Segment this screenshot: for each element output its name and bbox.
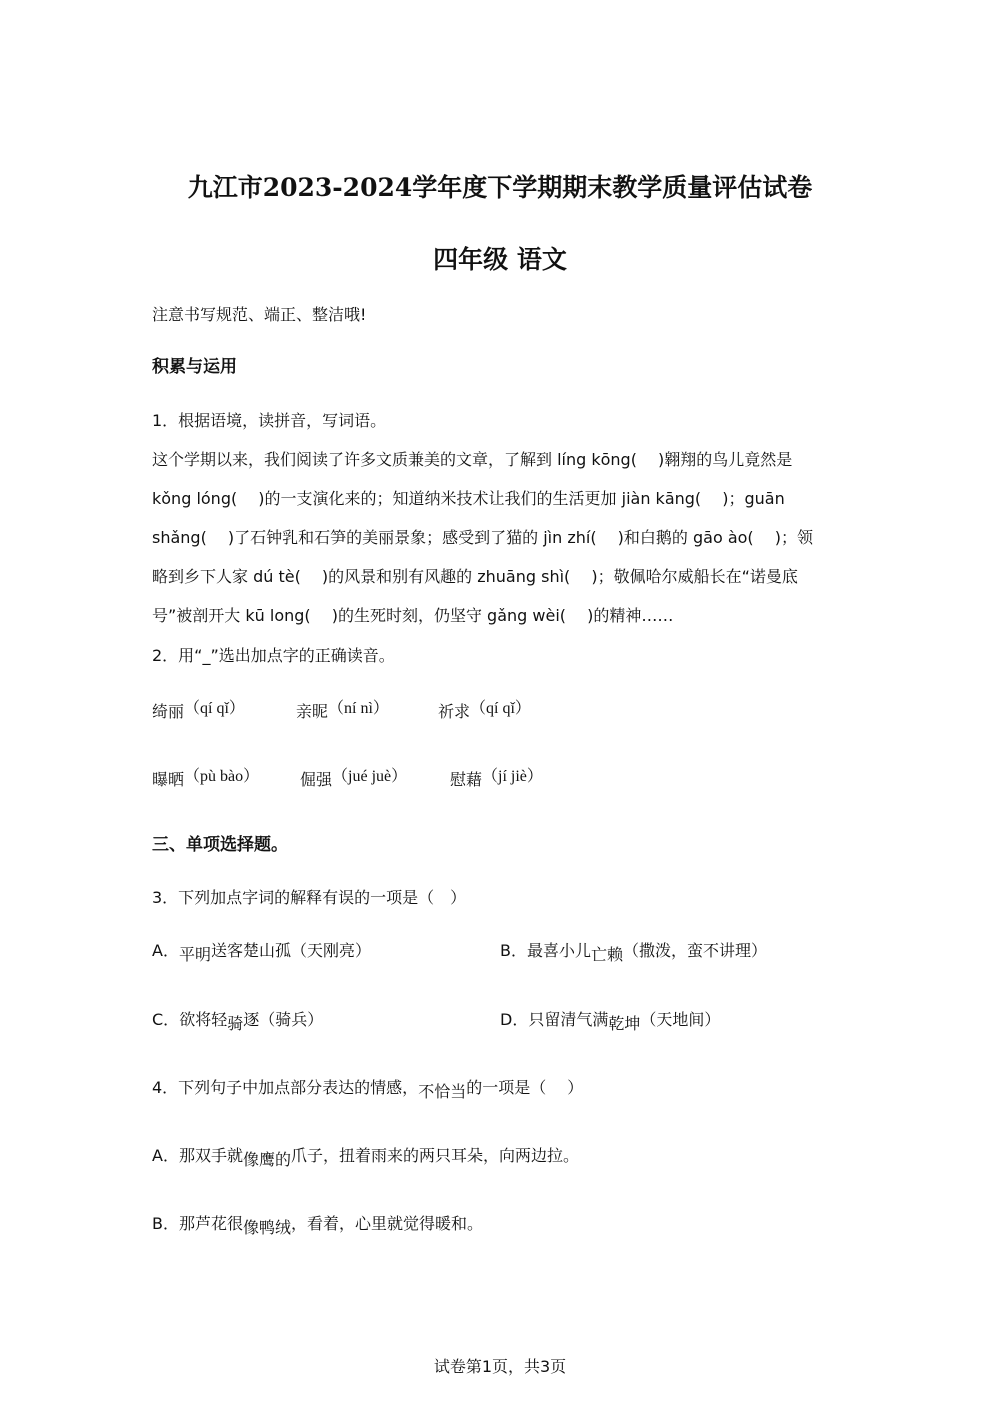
dotted-word: 不恰当: [418, 1082, 467, 1101]
question-1-line-4: 略到乡下人家 dú tè( )的风景和别有风趣的 zhuāng shì( )；敬佩哈尔威船长在“诺曼底: [152, 567, 798, 586]
option-text: 逐（骑兵）: [243, 1010, 324, 1029]
option-label: A．: [152, 941, 179, 960]
pinyin-item-word: 倔强: [300, 770, 333, 789]
option-label: D．: [500, 1010, 529, 1029]
question-3-option-a: [152, 941, 371, 964]
exam-subtitle: 四年级 语文: [433, 245, 567, 274]
exam-title: 九江市2023-2024学年度下学期期末教学质量评估试卷: [187, 173, 813, 202]
pinyin-item: [152, 766, 259, 787]
dotted-word: 乾坤: [608, 1014, 641, 1033]
section-heading-multiple-choice: 三、单项选择题。: [152, 835, 288, 855]
option-text: 只留清气满: [528, 1010, 609, 1029]
pinyin-item-options: （qí qǐ）: [184, 700, 245, 717]
option-label: B．: [500, 941, 527, 960]
dotted-word: 平明: [178, 945, 211, 964]
pinyin-item-word: 曝晒: [152, 770, 185, 789]
question-4-option-b: [152, 1214, 484, 1237]
pinyin-item: [152, 698, 245, 719]
question-3-stem: 3．下列加点字词的解释有误的一项是（ ）: [152, 888, 467, 907]
question-1-line-5: 号”被剖开大 kū long( )的生死时刻，仍坚守 gǎng wèi( )的精神……: [152, 606, 674, 625]
notice-text: 注意书写规范、端正、整洁哦!: [152, 305, 367, 324]
option-text: （撒泼，蛮不讲理）: [623, 941, 768, 960]
pinyin-item-options: （pù bào）: [184, 768, 260, 785]
pinyin-item: [300, 766, 407, 787]
section-heading-accumulation: 积累与运用: [152, 357, 237, 377]
pinyin-item: [438, 698, 531, 719]
pinyin-item-word: 绮丽: [152, 702, 185, 721]
question-4-option-a: [152, 1146, 579, 1169]
pinyin-item-word: 慰藉: [450, 770, 483, 789]
pinyin-item-options: （ní nì）: [328, 700, 389, 717]
question-1-line-2: kǒng lóng( )的一支演化来的；知道纳米技术让我们的生活更加 jiàn kāng( )；guān: [152, 489, 785, 508]
dotted-word: 骑: [227, 1014, 244, 1033]
question-2-stem: [152, 646, 395, 666]
option-text: （天地间）: [640, 1010, 721, 1029]
question-3-option-d: [500, 1010, 721, 1033]
pinyin-item-word: 祈求: [438, 702, 471, 721]
option-text: 送客楚山孤（天刚亮）: [210, 941, 371, 960]
dotted-word: 亡赖: [591, 945, 624, 964]
dotted-word: 像鹰的: [242, 1150, 291, 1169]
pinyin-item: [450, 766, 543, 787]
option-text: 爪子，扭着雨来的两只耳朵，向两边拉。: [290, 1146, 579, 1165]
option-label: A．: [152, 1146, 179, 1165]
question-2-stem-end: ”选出加点字的正确读音。: [210, 646, 395, 665]
underline-mark-symbol: _: [202, 646, 211, 665]
question-2-stem-start: 2．用“: [152, 646, 203, 665]
pinyin-item-options: （jí jiè）: [482, 768, 543, 785]
option-label: C．: [152, 1010, 180, 1029]
pinyin-item-word: 亲昵: [296, 702, 329, 721]
question-3-option-c: [152, 1010, 324, 1033]
option-text: ，看着，心里就觉得暖和。: [291, 1214, 484, 1233]
option-text: 那双手就: [178, 1146, 243, 1165]
pinyin-item-options: （jué juè）: [332, 768, 408, 785]
option-text: 最喜小儿: [526, 941, 591, 960]
option-label: B．: [152, 1214, 179, 1233]
question-1-stem: 1．根据语境，读拼音，写词语。: [152, 411, 387, 430]
question-4-stem-end: 的一项是（ ）: [466, 1078, 584, 1097]
option-text: 那芦花很: [178, 1214, 243, 1233]
question-4-stem: [152, 1078, 584, 1101]
page-footer: 试卷第1页，共3页: [433, 1357, 567, 1376]
question-3-option-b: [500, 941, 768, 964]
option-text: 欲将轻: [179, 1010, 228, 1029]
dotted-word: 像鸭绒: [243, 1218, 292, 1237]
question-1-line-1: 这个学期以来，我们阅读了许多文质兼美的文章，了解到 líng kōng( )翱翔的鸟儿竟然是: [152, 450, 793, 469]
pinyin-item: [296, 698, 389, 719]
pinyin-item-options: （qí qǐ）: [470, 700, 531, 717]
question-1-line-3: shǎng( )了石钟乳和石笋的美丽景象；感受到了猫的 jìn zhí( )和白鹅的 gāo ào( )；领: [152, 528, 813, 547]
question-4-stem-start: 4．下列句子中加点部分表达的情感，: [152, 1078, 419, 1097]
